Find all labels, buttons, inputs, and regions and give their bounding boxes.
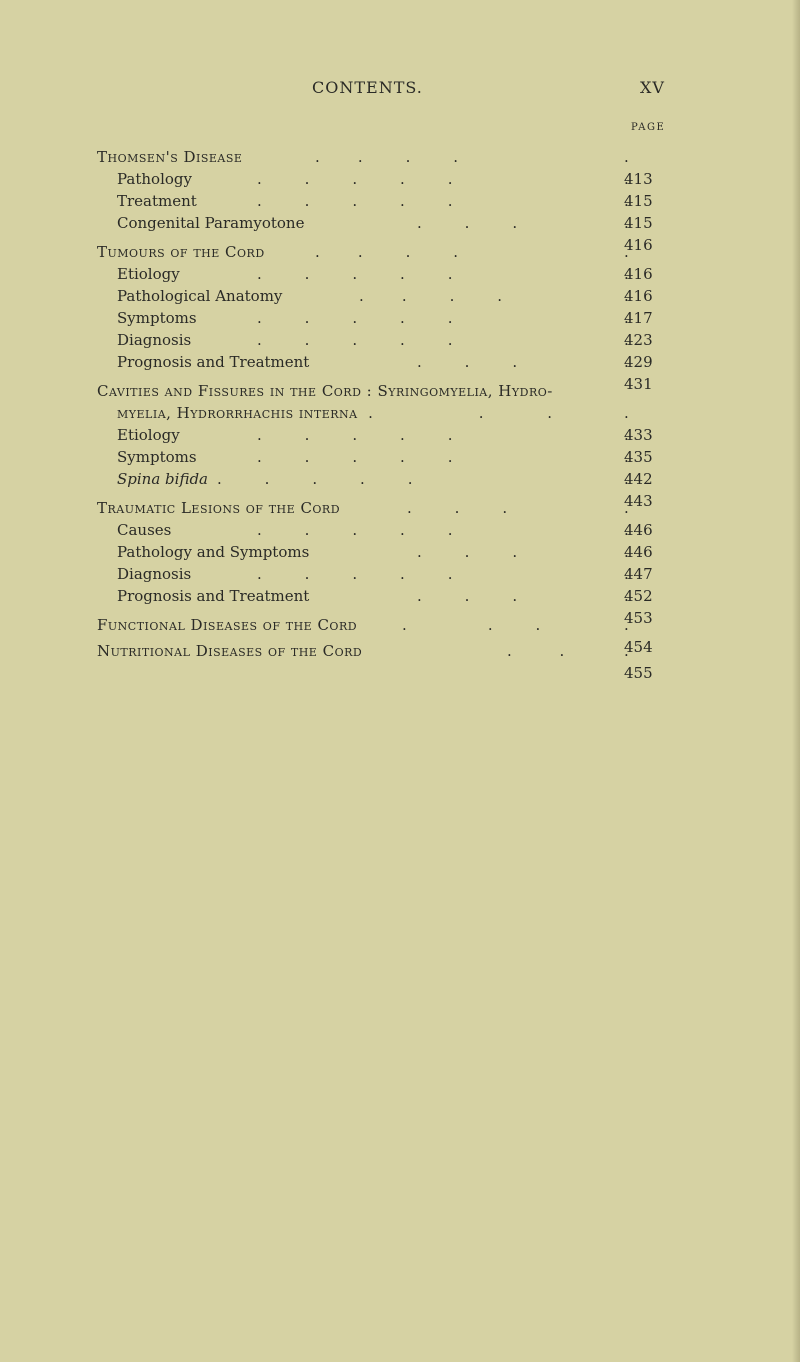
toc-page-number: . 455 [624,640,654,662]
toc-entry-continuation [117,402,553,424]
toc-entry-label: Pathology [117,170,192,188]
toc-entry-label: Pathology and Symptoms [117,543,310,561]
dot-leader: . . . . . [257,170,453,188]
toc-page-number: . 443 [624,468,654,490]
toc-page-number: . 429 [624,329,654,351]
dot-leader: . . . [407,499,508,517]
dot-leader: . . . [402,616,541,634]
toc-entry-label: Congenital Paramyotone [117,214,305,232]
page-edge-shadow [792,0,800,1362]
dot-leader: . . . . . [257,331,453,349]
toc-entry-label: Tumours of the Cord [97,243,265,261]
page-header [0,78,800,102]
toc-entry-label: Cavities and Fissures in the Cord : Syringomyelia, Hydro- [97,382,553,400]
toc-page-number: . 415 [624,190,654,212]
toc-entry-label: Diagnosis [117,331,192,349]
running-title: CONTENTS. [312,78,423,97]
toc-entry-label: Thomsen's Disease [97,148,243,166]
toc-entry-label: Symptoms [117,309,197,327]
dot-leader: . . [507,642,565,660]
dot-leader: . . . . . [257,309,453,327]
toc-entry-label: Causes [117,521,172,539]
dot-leader: . . . . . [257,521,453,539]
toc-entry-label: Pathological Anatomy [117,287,283,305]
toc-entry-label: Traumatic Lesions of the Cord [97,499,341,517]
toc-page-number: . 423 [624,307,654,329]
dot-leader: . . . . [359,287,503,305]
toc-page-number: . 452 [624,563,654,585]
dot-leader: . . . . . [217,470,413,488]
dot-leader: . . . . . [257,448,453,466]
toc-page-number: . 416 [624,263,654,285]
toc-entry-label: Diagnosis [117,565,192,583]
toc-page-number: . 413 [624,146,654,168]
dot-leader: . . . . [315,243,459,261]
page-column-heading: PAGE [631,122,666,133]
toc-page-number: . 417 [624,285,654,307]
toc-page-number: . 431 [624,351,654,373]
dot-leader: . . . [417,214,518,232]
dot-leader: . . . [417,587,518,605]
toc-page-number: . 416 [624,212,654,234]
toc-page-number: . 416 [624,241,654,263]
dot-leader: . . . . . [257,265,453,283]
dot-leader: . . . . . [257,565,453,583]
toc-entry-label: Nutritional Diseases of the Cord [97,642,363,660]
dot-leader: . . . [362,404,553,422]
dot-leader: . . . . . [257,192,453,210]
dot-leader: . . . . [315,148,459,166]
toc-entry-label: Symptoms [117,448,197,466]
toc-entry-label: Prognosis and Treatment [117,353,310,371]
toc-entry-label: Etiology [117,426,180,444]
toc-entry-label: Functional Diseases of the Cord [97,616,358,634]
toc-entry-label: Prognosis and Treatment [117,587,310,605]
toc-page-number: . 446 [624,497,654,519]
dot-leader: . . . [417,353,518,371]
toc-page-number: . 415 [624,168,654,190]
toc-entry-label: myelia, Hydrorrhachis interna [117,404,358,422]
toc-page-number: . 435 [624,424,654,446]
toc-entry-label: Spina bifida [117,470,208,488]
dot-leader: . . . . . [257,426,453,444]
toc-entry-label: Etiology [117,265,180,283]
page-number: XV [640,78,665,97]
toc-page-number: . 453 [624,585,654,607]
toc-page-number: . 433 [624,402,654,424]
toc-entry-label: Treatment [117,192,197,210]
toc-page-number: . 447 [624,541,654,563]
toc-page-number: . 442 [624,446,654,468]
toc-page-number: . 454 [624,614,654,636]
toc-page-number: . 446 [624,519,654,541]
dot-leader: . . . [417,543,518,561]
